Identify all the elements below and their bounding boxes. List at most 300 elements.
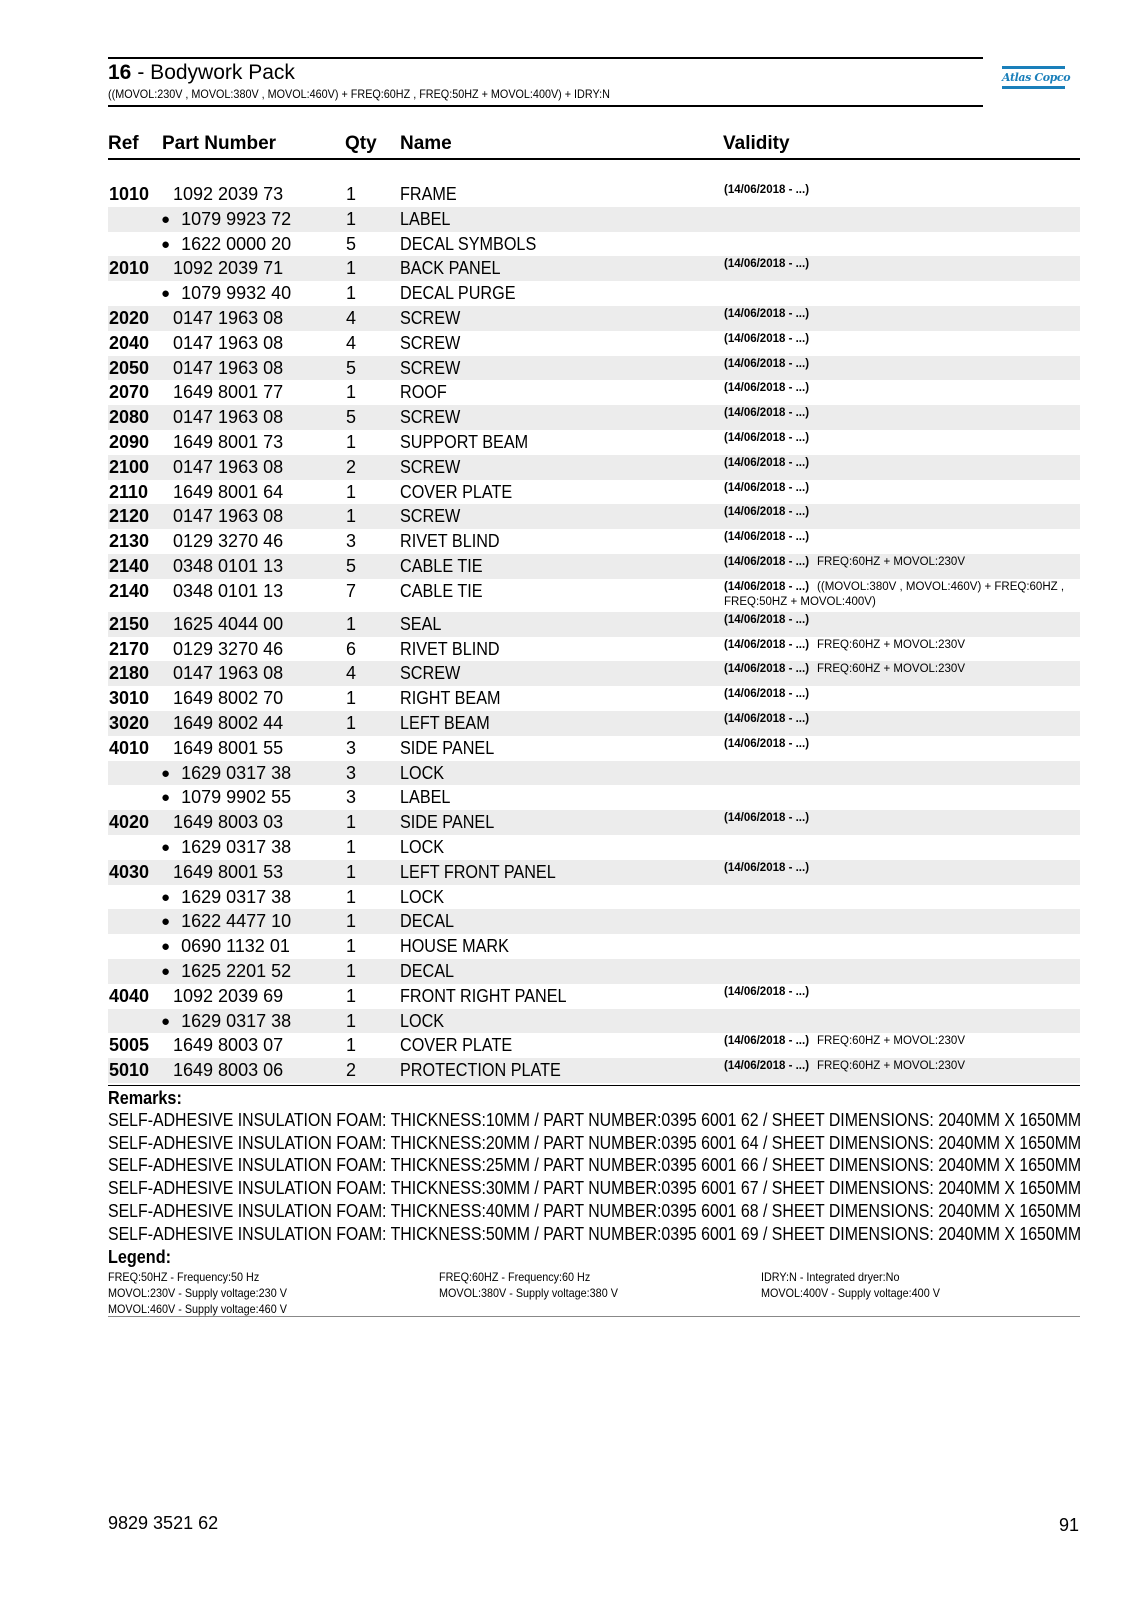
validity-cell xyxy=(724,505,1079,520)
legend-item: FREQ:60HZ - Frequency:60 Hz xyxy=(439,1270,591,1284)
table-row xyxy=(108,661,1080,686)
ref-cell: 2040 xyxy=(109,332,150,353)
part-number-cell xyxy=(161,887,291,908)
qty-cell: 1 xyxy=(346,613,357,634)
legend-item: MOVOL:380V - Supply voltage:380 V xyxy=(439,1286,618,1300)
part-number-cell xyxy=(173,663,283,684)
part-number-cell xyxy=(173,308,283,329)
part-number: 1649 8001 55 xyxy=(173,737,284,758)
part-number-cell xyxy=(173,639,283,660)
name-cell: LABEL xyxy=(400,208,451,229)
qty-cell: 1 xyxy=(346,712,357,733)
part-number: 0147 1963 08 xyxy=(173,307,284,328)
part-number-cell xyxy=(173,358,283,379)
parts-table xyxy=(108,182,1080,1083)
part-number-cell xyxy=(161,1011,291,1032)
part-number: 0147 1963 08 xyxy=(173,357,284,378)
name-cell: PROTECTION PLATE xyxy=(400,1060,561,1081)
table-row xyxy=(108,182,1080,207)
validity-date: (14/06/2018 - ...) xyxy=(724,1060,810,1073)
table-row xyxy=(108,686,1080,711)
qty-cell: 1 xyxy=(346,506,357,527)
qty-cell: 1 xyxy=(346,812,357,833)
part-number-cell xyxy=(173,258,283,279)
validity-date: (14/06/2018 - ...) xyxy=(724,580,810,593)
part-number-cell xyxy=(173,482,283,503)
part-number: 0147 1963 08 xyxy=(173,456,284,477)
part-number-cell xyxy=(173,614,283,635)
name-cell: DECAL xyxy=(400,960,455,981)
validity-condition: ((MOVOL:380V , MOVOL:460V) + FREQ:60HZ , xyxy=(817,580,1065,593)
name-cell: LEFT FRONT PANEL xyxy=(400,861,556,882)
qty-cell: 3 xyxy=(346,787,357,808)
qty-cell: 1 xyxy=(346,1035,357,1056)
validity-condition: FREQ:60HZ + MOVOL:230V xyxy=(817,638,965,651)
part-number: 1625 4044 00 xyxy=(173,613,284,634)
part-number: 1649 8002 70 xyxy=(173,688,284,709)
legend-item: MOVOL:230V - Supply voltage:230 V xyxy=(108,1286,287,1300)
part-number-cell xyxy=(161,209,291,230)
table-row xyxy=(108,934,1080,959)
validity-date: (14/06/2018 - ...) xyxy=(724,812,810,825)
part-number: 1092 2039 71 xyxy=(173,258,284,279)
validity-date: (14/06/2018 - ...) xyxy=(724,307,810,320)
part-number-cell xyxy=(173,1035,283,1056)
table-row xyxy=(108,835,1080,860)
ref-cell: 2050 xyxy=(109,357,150,378)
name-cell: RIVET BLIND xyxy=(400,638,500,659)
validity-date: (14/06/2018 - ...) xyxy=(724,431,810,444)
ref-cell: 5010 xyxy=(109,1060,150,1081)
qty-cell: 4 xyxy=(346,307,357,328)
legend-title: Legend: xyxy=(108,1247,171,1267)
remark-line: SELF-ADHESIVE INSULATION FOAM: THICKNESS:50MM / PART NUMBER:0395 6001 69 / SHEET DIMENSIONS: 2040MM X 1650MM xyxy=(108,1223,1082,1244)
qty-cell: 5 xyxy=(346,555,357,576)
validity-date: (14/06/2018 - ...) xyxy=(724,555,810,568)
atlas-copco-logo xyxy=(1002,66,1071,94)
ref-cell: 3020 xyxy=(109,712,150,733)
remark-line: SELF-ADHESIVE INSULATION FOAM: THICKNESS:25MM / PART NUMBER:0395 6001 66 / SHEET DIMENSIONS: 2040MM X 1650MM xyxy=(108,1155,1082,1176)
child-bullet-icon: ● xyxy=(161,789,171,807)
column-ref: Ref xyxy=(108,133,139,154)
legend-section xyxy=(108,1246,1080,1316)
part-number: 1629 0317 38 xyxy=(181,886,292,907)
part-number-cell xyxy=(161,837,291,858)
validity-cell xyxy=(724,183,1079,198)
child-bullet-icon: ● xyxy=(161,285,171,303)
column-validity: Validity xyxy=(723,133,790,154)
table-row xyxy=(108,256,1080,281)
validity-cell xyxy=(724,985,1079,1000)
part-number: 1622 4477 10 xyxy=(181,911,292,932)
qty-cell: 2 xyxy=(346,1060,357,1081)
validity-cell xyxy=(724,406,1079,421)
part-number: 1629 0317 38 xyxy=(181,762,292,783)
table-row xyxy=(108,959,1080,984)
table-row xyxy=(108,579,1080,612)
child-bullet-icon: ● xyxy=(161,210,171,228)
part-number: 1649 8003 06 xyxy=(173,1060,284,1081)
ref-cell: 2130 xyxy=(109,531,150,552)
qty-cell: 1 xyxy=(346,431,357,452)
part-number-cell xyxy=(173,986,283,1007)
name-cell: SCREW xyxy=(400,307,461,328)
validity-date: (14/06/2018 - ...) xyxy=(724,531,810,544)
table-row xyxy=(108,711,1080,736)
validity-cell xyxy=(724,431,1079,446)
logo-bottom-bar xyxy=(1002,86,1065,89)
part-number-cell xyxy=(173,531,283,552)
name-cell: DECAL xyxy=(400,911,455,932)
validity-cell xyxy=(724,332,1079,347)
column-name: Name xyxy=(400,133,452,154)
legend-grid xyxy=(108,1268,1080,1316)
ref-cell: 4040 xyxy=(109,985,150,1006)
validity-cell xyxy=(724,481,1079,496)
table-row xyxy=(108,529,1080,554)
qty-cell: 1 xyxy=(346,258,357,279)
ref-cell: 2110 xyxy=(109,481,149,502)
part-number: 1649 8002 44 xyxy=(173,712,284,733)
ref-cell: 2100 xyxy=(109,456,150,477)
name-cell: DECAL PURGE xyxy=(400,283,516,304)
part-number: 0129 3270 46 xyxy=(173,531,284,552)
part-number: 0348 0101 13 xyxy=(173,580,284,601)
qty-cell: 1 xyxy=(346,208,357,229)
qty-cell: 1 xyxy=(346,382,357,403)
ref-cell: 5005 xyxy=(109,1035,150,1056)
ref-cell: 1010 xyxy=(109,184,150,204)
table-row xyxy=(108,1058,1080,1083)
table-row xyxy=(108,885,1080,910)
qty-cell: 1 xyxy=(346,283,357,304)
validity-date: (14/06/2018 - ...) xyxy=(724,332,810,345)
name-cell: SCREW xyxy=(400,407,461,428)
table-row xyxy=(108,232,1080,257)
part-number-cell xyxy=(161,234,291,255)
part-number: 0147 1963 08 xyxy=(173,663,284,684)
part-number-cell xyxy=(173,1060,283,1081)
name-cell: FRAME xyxy=(400,184,457,204)
qty-cell: 5 xyxy=(346,357,357,378)
validity-date: (14/06/2018 - ...) xyxy=(724,481,810,494)
validity-condition: FREQ:60HZ + MOVOL:230V xyxy=(817,1035,965,1048)
validity-cell xyxy=(724,613,1079,628)
part-number: 1079 9902 55 xyxy=(181,787,292,808)
part-number-cell xyxy=(173,407,283,428)
remarks-title: Remarks: xyxy=(108,1088,182,1108)
validity-date: (14/06/2018 - ...) xyxy=(724,638,810,651)
part-number-cell xyxy=(173,556,283,577)
validity-condition: FREQ:60HZ + MOVOL:230V xyxy=(817,1060,965,1073)
part-number: 0690 1132 01 xyxy=(181,936,290,957)
part-number: 0147 1963 08 xyxy=(173,332,284,353)
validity-cell xyxy=(724,662,1079,677)
page-header xyxy=(108,57,983,107)
validity-date: (14/06/2018 - ...) xyxy=(724,613,810,626)
name-cell: DECAL SYMBOLS xyxy=(400,233,537,254)
column-part-number: Part Number xyxy=(162,133,277,154)
name-cell: HOUSE MARK xyxy=(400,936,509,957)
qty-cell: 3 xyxy=(346,762,357,783)
part-number: 1622 0000 20 xyxy=(181,233,292,254)
part-number: 1649 8001 64 xyxy=(173,481,284,502)
name-cell: RIVET BLIND xyxy=(400,531,500,552)
legend-item: FREQ:50HZ - Frequency:50 Hz xyxy=(108,1270,260,1284)
qty-cell: 4 xyxy=(346,332,357,353)
ref-cell: 2020 xyxy=(109,307,150,328)
child-bullet-icon: ● xyxy=(161,938,171,956)
validity-cell xyxy=(724,381,1079,396)
name-cell: LEFT BEAM xyxy=(400,712,490,733)
part-number: 1092 2039 69 xyxy=(173,985,284,1006)
ref-cell: 2180 xyxy=(109,663,150,684)
table-row xyxy=(108,504,1080,529)
validity-cell xyxy=(724,555,1079,570)
name-cell: LOCK xyxy=(400,762,445,783)
part-number-cell xyxy=(173,382,283,403)
validity-date: (14/06/2018 - ...) xyxy=(724,663,810,676)
table-row xyxy=(108,612,1080,637)
qty-cell: 1 xyxy=(346,1010,357,1031)
qty-cell: 1 xyxy=(346,936,357,957)
legend-bottom-rule xyxy=(108,1316,1080,1317)
name-cell: CABLE TIE xyxy=(400,555,483,576)
validity-cell xyxy=(724,1059,1079,1074)
name-cell: SIDE PANEL xyxy=(400,737,495,758)
child-bullet-icon: ● xyxy=(161,913,171,931)
remark-line: SELF-ADHESIVE INSULATION FOAM: THICKNESS:10MM / PART NUMBER:0395 6001 62 / SHEET DIMENSIONS: 2040MM X 1650MM xyxy=(108,1110,1082,1130)
section-title: - Bodywork Pack xyxy=(137,61,295,84)
name-cell: COVER PLATE xyxy=(400,481,513,502)
ref-cell: 2150 xyxy=(109,613,150,634)
table-row xyxy=(108,281,1080,306)
part-number: 1649 8001 53 xyxy=(173,861,284,882)
remark-line: SELF-ADHESIVE INSULATION FOAM: THICKNESS:30MM / PART NUMBER:0395 6001 67 / SHEET DIMENSIONS: 2040MM X 1650MM xyxy=(108,1178,1082,1199)
table-row xyxy=(108,331,1080,356)
qty-cell: 1 xyxy=(346,960,357,981)
name-cell: RIGHT BEAM xyxy=(400,688,501,709)
child-bullet-icon: ● xyxy=(161,888,171,906)
qty-cell: 1 xyxy=(346,861,357,882)
table-row xyxy=(108,405,1080,430)
name-cell: LOCK xyxy=(400,836,445,857)
part-number-cell xyxy=(173,713,283,734)
qty-cell: 1 xyxy=(346,886,357,907)
column-qty: Qty xyxy=(345,133,377,154)
validity-cell xyxy=(724,638,1079,653)
part-number: 1649 8001 73 xyxy=(173,431,284,452)
remark-line: SELF-ADHESIVE INSULATION FOAM: THICKNESS:40MM / PART NUMBER:0395 6001 68 / SHEET DIMENSIONS: 2040MM X 1650MM xyxy=(108,1200,1082,1221)
name-cell: SIDE PANEL xyxy=(400,812,495,833)
name-cell: SEAL xyxy=(400,613,442,634)
validity-date: (14/06/2018 - ...) xyxy=(724,861,810,874)
part-number: 0147 1963 08 xyxy=(173,506,284,527)
table-row xyxy=(108,430,1080,455)
name-cell: SCREW xyxy=(400,357,461,378)
name-cell: SCREW xyxy=(400,506,461,527)
part-number: 1629 0317 38 xyxy=(181,1010,292,1031)
part-number: 1079 9932 40 xyxy=(181,283,292,304)
part-number: 1649 8003 03 xyxy=(173,812,284,833)
table-row xyxy=(108,909,1080,934)
table-row xyxy=(108,356,1080,381)
ref-cell: 2140 xyxy=(109,580,150,601)
table-row xyxy=(108,1009,1080,1034)
validity-date: (14/06/2018 - ...) xyxy=(724,985,810,998)
validity-cell xyxy=(724,687,1079,702)
name-cell: SCREW xyxy=(400,332,461,353)
part-number-cell xyxy=(161,787,291,808)
name-cell: LOCK xyxy=(400,1010,445,1031)
ref-cell: 2120 xyxy=(109,506,150,527)
ref-cell: 4020 xyxy=(109,812,150,833)
part-number-cell xyxy=(173,862,283,883)
validity-condition: FREQ:60HZ + MOVOL:230V xyxy=(817,663,965,676)
ref-cell: 2010 xyxy=(109,258,150,279)
qty-cell: 5 xyxy=(346,407,357,428)
qty-cell: 5 xyxy=(346,233,357,254)
validity-cell xyxy=(724,811,1079,826)
document-number: 9829 3521 62 xyxy=(108,1513,219,1533)
qty-cell: 1 xyxy=(346,184,357,204)
part-number-cell xyxy=(161,283,291,304)
validity-date: (14/06/2018 - ...) xyxy=(724,382,810,395)
part-number: 0129 3270 46 xyxy=(173,638,284,659)
name-cell: LOCK xyxy=(400,886,445,907)
validity-date: (14/06/2018 - ...) xyxy=(724,506,810,519)
qty-cell: 1 xyxy=(346,481,357,502)
part-number: 1649 8001 77 xyxy=(173,382,284,403)
validity-date: (14/06/2018 - ...) xyxy=(724,737,810,750)
table-row xyxy=(108,736,1080,761)
legend-item: MOVOL:460V - Supply voltage:460 V xyxy=(108,1302,287,1316)
legend-item: IDRY:N - Integrated dryer:No xyxy=(761,1270,900,1284)
section-subtitle: ((MOVOL:230V , MOVOL:380V , MOVOL:460V) + FREQ:60HZ , FREQ:50HZ + MOVOL:400V) + IDRY:N xyxy=(108,87,610,101)
ref-cell: 2080 xyxy=(109,407,150,428)
validity-date: (14/06/2018 - ...) xyxy=(724,258,810,271)
qty-cell: 4 xyxy=(346,663,357,684)
qty-cell: 1 xyxy=(346,836,357,857)
ref-cell: 4010 xyxy=(109,737,150,758)
table-row xyxy=(108,455,1080,480)
validity-cell xyxy=(724,307,1079,322)
ref-cell: 3010 xyxy=(109,688,150,709)
part-number-cell xyxy=(173,184,283,205)
validity-condition: FREQ:60HZ + MOVOL:230V xyxy=(817,555,965,568)
ref-cell: 2070 xyxy=(109,382,150,403)
part-number-cell xyxy=(161,961,291,982)
part-number-cell xyxy=(173,457,283,478)
name-cell: SCREW xyxy=(400,663,461,684)
ref-cell: 2170 xyxy=(109,638,150,659)
qty-cell: 2 xyxy=(346,456,357,477)
validity-date: (14/06/2018 - ...) xyxy=(724,456,810,469)
table-bottom-rule xyxy=(108,1085,1080,1086)
part-number: 1625 2201 52 xyxy=(181,960,292,981)
table-row xyxy=(108,380,1080,405)
table-row xyxy=(108,860,1080,885)
qty-cell: 3 xyxy=(346,531,357,552)
qty-cell: 1 xyxy=(346,688,357,709)
validity-date: (14/06/2018 - ...) xyxy=(724,184,810,196)
part-number-cell xyxy=(173,581,283,602)
validity-date: (14/06/2018 - ...) xyxy=(724,407,810,420)
qty-cell: 7 xyxy=(346,580,357,601)
validity-cell xyxy=(724,357,1079,372)
ref-cell: 2090 xyxy=(109,431,150,452)
part-number: 1092 2039 73 xyxy=(173,184,284,204)
name-cell: LABEL xyxy=(400,787,451,808)
table-row xyxy=(108,761,1080,786)
child-bullet-icon: ● xyxy=(161,962,171,980)
logo-text: Atlas Copco xyxy=(1002,71,1071,84)
table-row xyxy=(108,1033,1080,1058)
table-row xyxy=(108,810,1080,835)
child-bullet-icon: ● xyxy=(161,235,171,253)
validity-condition-cont: FREQ:50HZ + MOVOL:400V) xyxy=(724,595,876,608)
validity-cell xyxy=(724,257,1079,272)
table-header xyxy=(108,128,1080,160)
name-cell: SUPPORT BEAM xyxy=(400,431,529,452)
ref-cell: 2140 xyxy=(109,555,150,576)
validity-cell xyxy=(724,1034,1079,1049)
table-row xyxy=(108,984,1080,1009)
name-cell: SCREW xyxy=(400,456,461,477)
part-number: 1629 0317 38 xyxy=(181,836,292,857)
validity-date: (14/06/2018 - ...) xyxy=(724,712,810,725)
part-number: 0147 1963 08 xyxy=(173,407,284,428)
table-row xyxy=(108,306,1080,331)
name-cell: COVER PLATE xyxy=(400,1035,513,1056)
validity-date: (14/06/2018 - ...) xyxy=(724,688,810,701)
validity-cell xyxy=(724,861,1079,876)
page-number: 91 xyxy=(1058,1515,1079,1535)
part-number-cell xyxy=(173,432,283,453)
qty-cell: 1 xyxy=(346,911,357,932)
name-cell: ROOF xyxy=(400,382,447,403)
part-number-cell xyxy=(173,333,283,354)
validity-cell xyxy=(724,580,1079,610)
name-cell: CABLE TIE xyxy=(400,580,483,601)
remarks-section xyxy=(108,1087,1088,1245)
qty-cell: 1 xyxy=(346,985,357,1006)
section-number: 16 xyxy=(108,61,132,84)
remark-line: SELF-ADHESIVE INSULATION FOAM: THICKNESS:20MM / PART NUMBER:0395 6001 64 / SHEET DIMENSIONS: 2040MM X 1650MM xyxy=(108,1132,1082,1153)
child-bullet-icon: ● xyxy=(161,1012,171,1030)
child-bullet-icon: ● xyxy=(161,838,171,856)
part-number: 1649 8003 07 xyxy=(173,1035,284,1056)
table-row xyxy=(108,207,1080,232)
part-number: 0348 0101 13 xyxy=(173,555,284,576)
validity-cell xyxy=(724,456,1079,471)
qty-cell: 3 xyxy=(346,737,357,758)
table-row xyxy=(108,554,1080,579)
part-number-cell xyxy=(173,506,283,527)
legend-item: MOVOL:400V - Supply voltage:400 V xyxy=(761,1286,940,1300)
part-number-cell xyxy=(161,911,291,932)
child-bullet-icon: ● xyxy=(161,764,171,782)
part-number-cell xyxy=(173,812,283,833)
qty-cell: 6 xyxy=(346,638,357,659)
part-number: 1079 9923 72 xyxy=(181,208,292,229)
part-number-cell xyxy=(161,763,291,784)
validity-cell xyxy=(724,712,1079,727)
table-row xyxy=(108,785,1080,810)
part-number-cell xyxy=(173,688,283,709)
page-title xyxy=(108,61,983,85)
table-row xyxy=(108,637,1080,662)
